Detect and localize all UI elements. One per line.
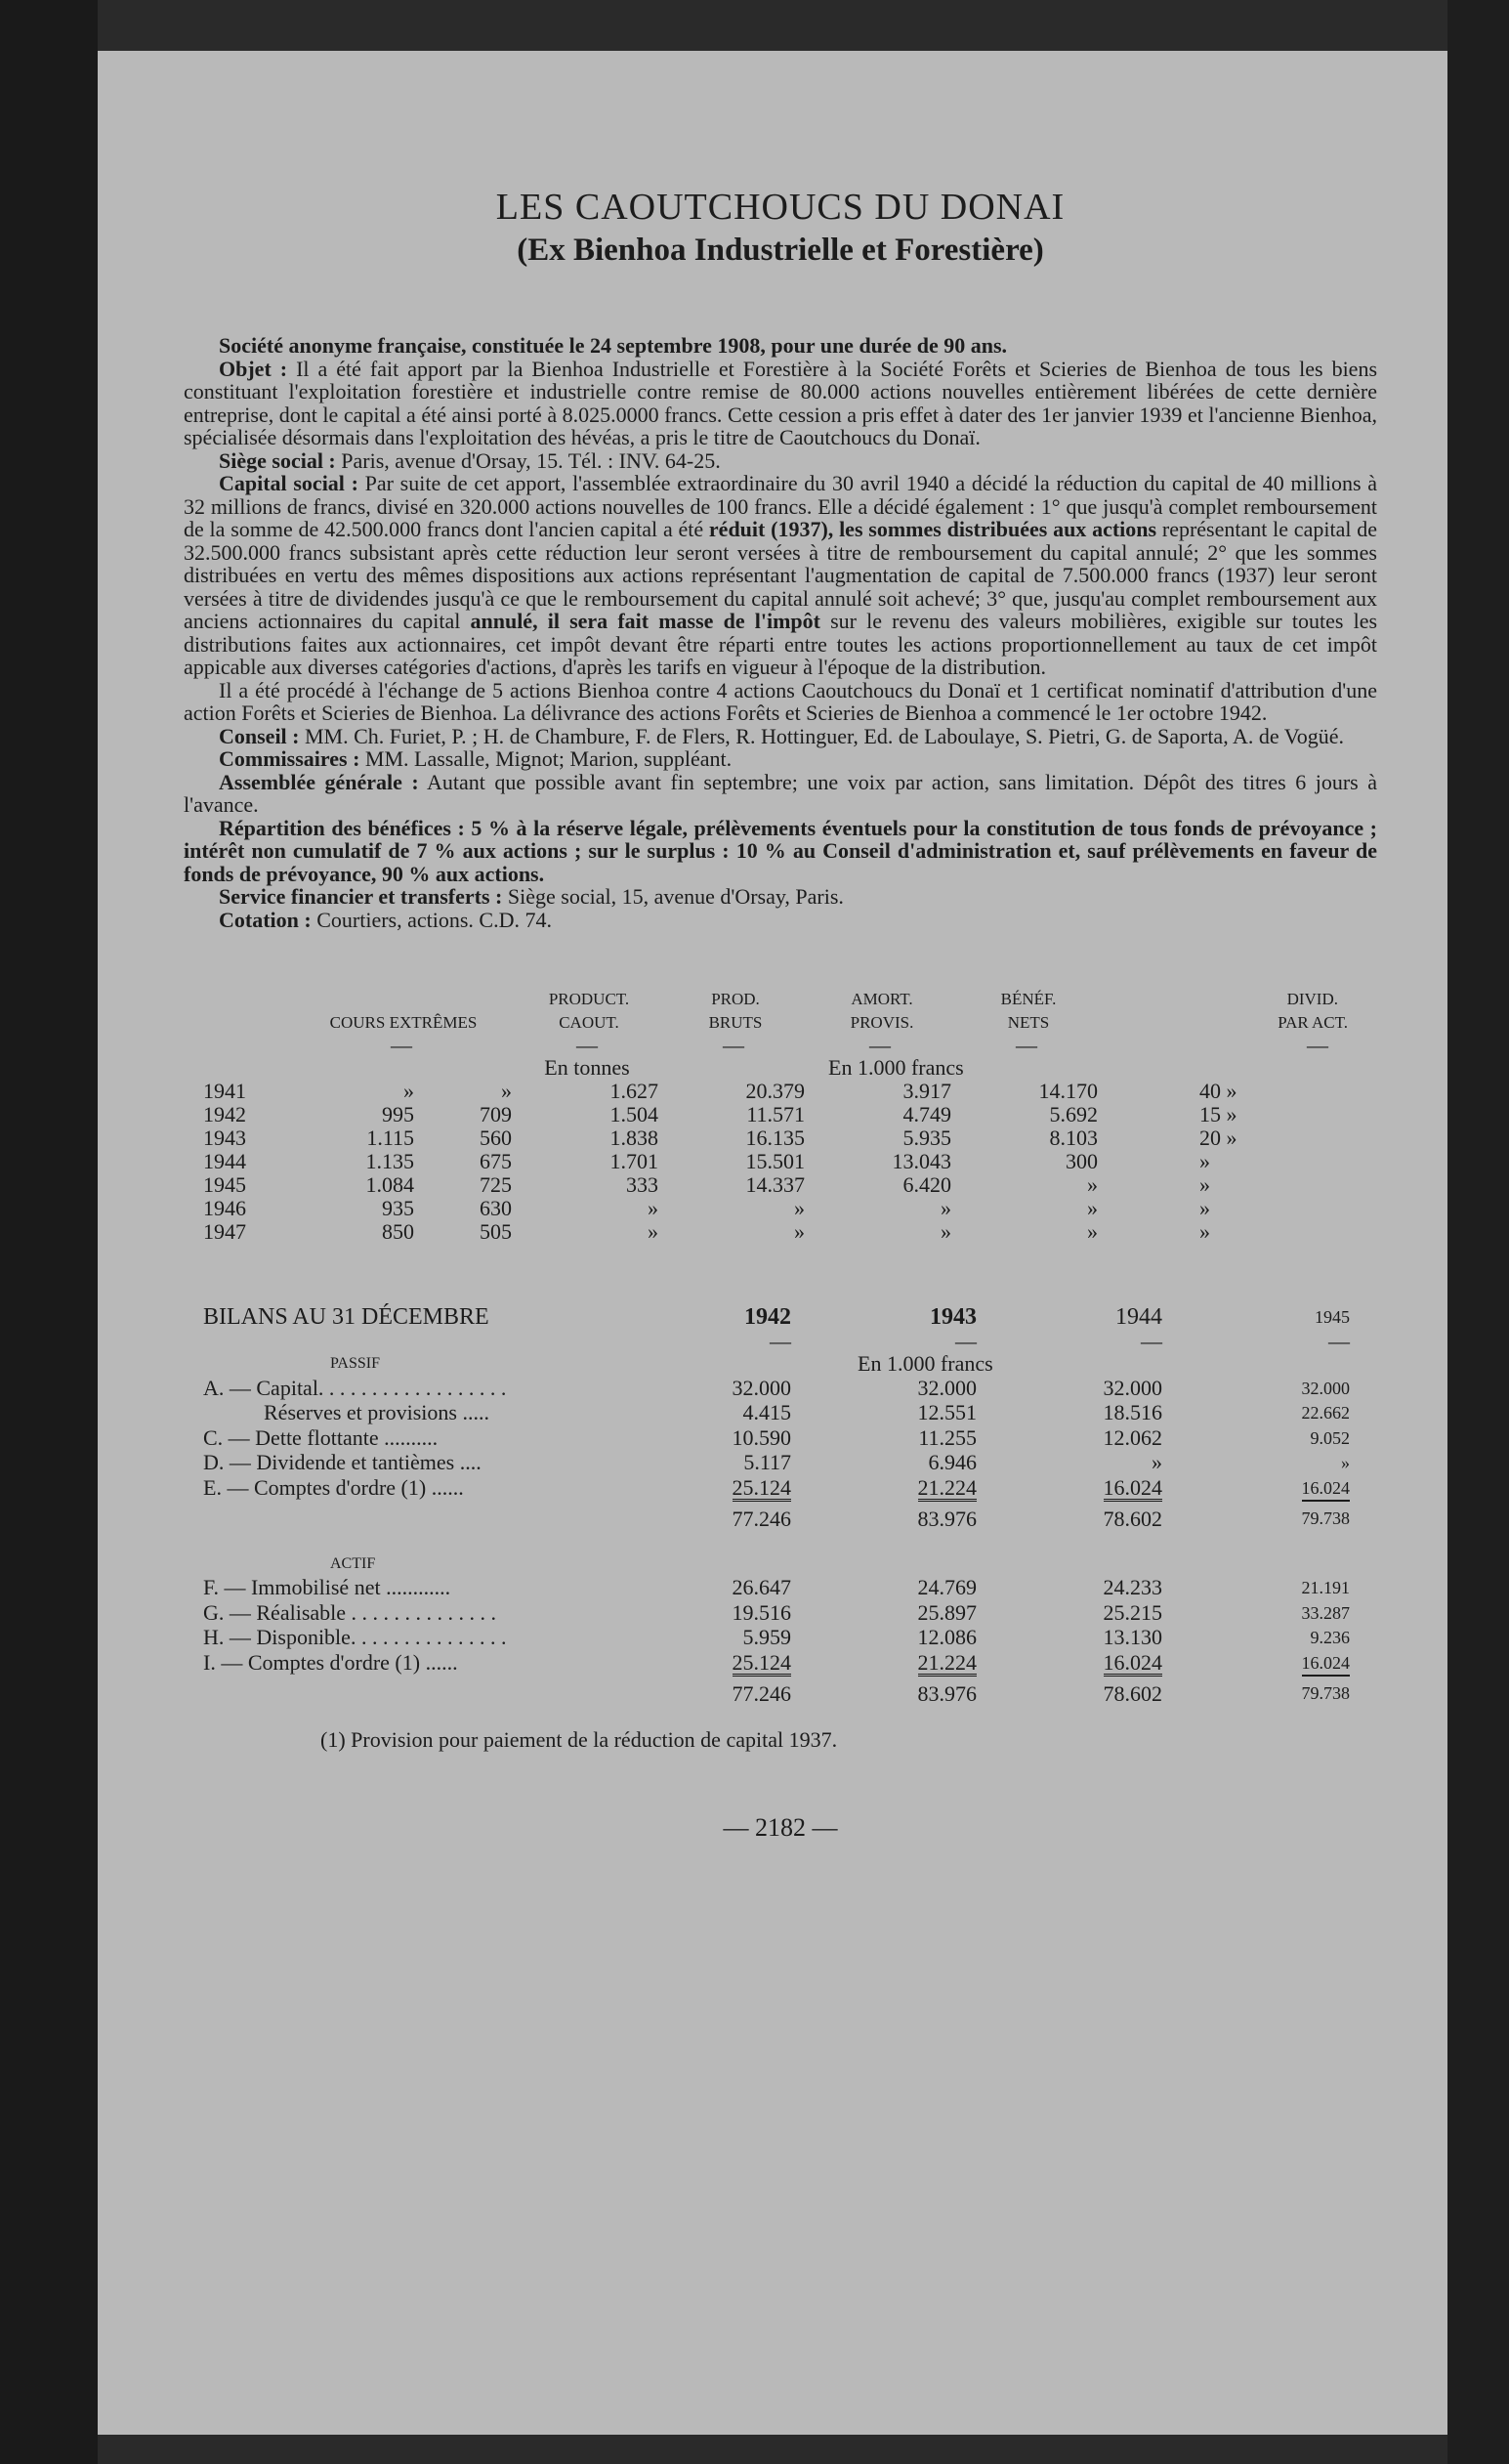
actif-total-row: [184, 1676, 1377, 1706]
capital-label: Capital social :: [219, 471, 358, 495]
production-cell: 3.917: [902, 1079, 951, 1103]
production-cell: 1.115: [366, 1126, 414, 1150]
actif-value: 21.224: [917, 1649, 977, 1675]
production-row: [184, 1150, 1377, 1173]
actif-total-1944: 78.602: [1104, 1676, 1163, 1706]
production-cell: 630: [480, 1196, 512, 1220]
production-header-row-1: [184, 988, 1377, 1011]
passif-value: 32.000: [732, 1375, 791, 1400]
unit-tonnes: En tonnes: [544, 1055, 630, 1080]
commissaires-paragraph: [184, 747, 1377, 771]
production-row: [184, 1126, 1377, 1150]
dash: —: [770, 1328, 791, 1353]
production-cell: 1946: [203, 1196, 246, 1220]
passif-value: »: [1341, 1453, 1350, 1472]
passif-value: 25.124: [732, 1474, 791, 1500]
siege-label: Siège social :: [219, 447, 336, 473]
dash: —: [391, 1033, 412, 1057]
production-row: [184, 1197, 1377, 1220]
production-cell: 1.504: [609, 1102, 658, 1126]
production-cell: 333: [626, 1172, 658, 1197]
cotation-label: Cotation :: [219, 907, 312, 932]
header-par-act: PAR ACT.: [1278, 1013, 1348, 1032]
actif-label: F. — Immobilisé net ............: [203, 1575, 451, 1599]
production-cell: 1.701: [609, 1149, 658, 1173]
objet-paragraph: [184, 358, 1377, 449]
production-cell: 935: [382, 1196, 414, 1220]
passif-total-row: [184, 1501, 1377, 1531]
production-unit-row: [184, 1056, 1377, 1080]
company-description: [184, 334, 1377, 931]
cotation-text: Courtiers, actions. C.D. 74.: [316, 907, 552, 932]
passif-value: 4.415: [742, 1400, 791, 1424]
actif-rows: [184, 1575, 1377, 1676]
header-bruts: BRUTS: [708, 1013, 763, 1032]
actif-value: 24.233: [1103, 1575, 1162, 1599]
actif-value: 5.959: [742, 1625, 791, 1649]
passif-value: 32.000: [1103, 1375, 1162, 1400]
siege-paragraph: [184, 449, 1377, 473]
production-table: [184, 988, 1377, 1244]
production-header-row-2: [184, 1011, 1377, 1035]
production-cell: 505: [480, 1219, 512, 1244]
passif-value: 21.224: [917, 1474, 977, 1500]
capital-text-1: Par suite de cet apport, l'assemblée extraordinaire du 30 avril 1940 a décidé la réduction du capital de 40 millions à 32 millions de francs, divisé en 320.000 actions nouvelles de 100 francs. Elle a décidé également : 1° que jusqu'à complet remboursement de la somme de 42.500.000 francs dont l'ancien capital a été: [184, 471, 1378, 541]
production-row: [184, 1173, 1377, 1197]
production-cell: 709: [480, 1102, 512, 1126]
production-cell: »: [941, 1219, 951, 1244]
bilans-header-row: [184, 1306, 1377, 1330]
year-1942: 1942: [744, 1304, 791, 1330]
actif-value: 19.516: [732, 1599, 791, 1625]
production-rows: [184, 1080, 1377, 1244]
header-cours: COURS EXTRÊMES: [329, 1013, 478, 1032]
production-cell: 1943: [203, 1126, 246, 1150]
production-cell: »: [1087, 1219, 1098, 1244]
siege-text: Paris, avenue d'Orsay, 15. Tél. : INV. 64-25.: [341, 447, 721, 473]
production-cell: »: [648, 1196, 658, 1220]
passif-rows: [184, 1376, 1377, 1502]
year-1943: 1943: [930, 1304, 977, 1330]
production-cell: 1.135: [365, 1149, 414, 1173]
objet-text: Il a été fait apport par la Bienhoa Industrielle et Forestière à la Société Forêts et Scieries de Bienhoa de tous les biens constituant l'exploitation forestière et industrielle contre remise de 80.000 actions nouvelles entièrement libérées de cette dernière entreprise, dont le capital a été ainsi porté à 8.025.0000 francs. Cette cession a pris effet à dater des 1er janvier 1939 et l'ancienne Bienhoa, spécialisée désormais dans l'exploitation des hévéas, a pris le titre de Caoutchoucs du Donaï.: [184, 356, 1378, 449]
passif-value: »: [1152, 1450, 1162, 1474]
assemblee-text: Autant que possible avant fin septembre; une voix par action, sans limitation. Dépôt des titres 6 jours à l'avance.: [184, 769, 1377, 817]
cotation-paragraph: [184, 909, 1377, 932]
production-cell: 850: [382, 1219, 414, 1244]
production-cell: 1945: [203, 1172, 246, 1197]
passif-row: [184, 1475, 1377, 1502]
actif-value: 24.769: [917, 1575, 977, 1599]
header-product: PRODUCT.: [548, 990, 630, 1008]
passif-value: 5.117: [743, 1450, 791, 1474]
actif-value: 26.647: [732, 1575, 791, 1599]
production-cell: 11.571: [746, 1102, 805, 1126]
production-cell: »: [1199, 1219, 1210, 1244]
header-provis: PROVIS.: [850, 1013, 914, 1032]
actif-value: 25.215: [1103, 1599, 1162, 1625]
production-cell: 14.170: [1038, 1079, 1098, 1103]
bilans-table: [184, 1306, 1377, 1706]
production-cell: 1.627: [609, 1079, 658, 1103]
footnote: (1) Provision pour paiement de la réduction de capital 1937.: [320, 1726, 838, 1752]
actif-value: 33.287: [1301, 1602, 1350, 1623]
actif-value: 16.024: [1302, 1652, 1351, 1677]
actif-label: ACTIF: [330, 1554, 376, 1572]
service-paragraph: [184, 885, 1377, 909]
production-cell: 995: [382, 1102, 414, 1126]
actif-value: 13.130: [1103, 1625, 1162, 1649]
production-cell: 1947: [203, 1219, 246, 1244]
dash: —: [869, 1033, 891, 1057]
production-cell: 1941: [203, 1079, 246, 1103]
production-cell: »: [794, 1196, 805, 1220]
header-caout: CAOUT.: [559, 1013, 619, 1032]
actif-value: 16.024: [1103, 1649, 1162, 1675]
actif-value: 21.191: [1301, 1578, 1350, 1597]
dash: —: [1307, 1033, 1328, 1057]
actif-row: [184, 1575, 1377, 1600]
actif-total-1942: 77.246: [733, 1676, 792, 1706]
actif-value: 25.124: [732, 1649, 791, 1675]
capital-text-3: sur le revenu des valeurs mobilières, exigible sur toutes les distributions faites aux actionnaires, cet impôt devant être réparti entre toutes les actions proportionnellement au taux de cet impôt appicable aux diverses catégories d'actions, d'après les tarifs en vigueur à l'époque de la distribution.: [184, 609, 1378, 679]
actif-row: [184, 1600, 1377, 1626]
actif-total-1945: 79.738: [1302, 1676, 1351, 1706]
bilans-passif-row: [184, 1352, 1377, 1376]
assemblee-paragraph: [184, 771, 1377, 817]
dash: —: [955, 1328, 977, 1353]
production-cell: 14.337: [745, 1172, 805, 1197]
page-number: — 2182 —: [723, 1812, 838, 1842]
bilans-unit: En 1.000 francs: [858, 1351, 993, 1376]
actif-value: 12.086: [917, 1625, 977, 1649]
unit-francs: En 1.000 francs: [828, 1055, 964, 1080]
passif-label: E. — Comptes d'ordre (1) ......: [203, 1475, 464, 1500]
capital-bold-2: annulé, il sera fait masse de l'impôt: [470, 609, 820, 633]
production-cell: »: [794, 1219, 805, 1244]
document-title: LES CAOUTCHOUCS DU DONAI: [495, 187, 1066, 228]
capital-text-2: représentant le capital de 32.500.000 francs subsistant après cette réduction leur seront versées à titre de remboursement du capital annulé; 2° que les sommes distribuées en vertu des mêmes dispositions aux actions représentant l'augmentation de capital de 7.500.000 francs (1937) leur seront versées à titre de dividendes jusqu'à ce que le remboursement du capital annulé soit achevé; 3° que, jusqu'au complet remboursement aux anciens actionnaires du capital: [184, 517, 1377, 633]
production-row: [184, 1103, 1377, 1126]
production-cell: »: [501, 1079, 512, 1103]
actif-label: I. — Comptes d'ordre (1) ......: [203, 1650, 458, 1675]
capital-paragraph: [184, 472, 1377, 679]
production-cell: 5.692: [1049, 1102, 1098, 1126]
passif-value: 18.516: [1103, 1400, 1162, 1424]
passif-value: 32.000: [917, 1375, 977, 1400]
production-cell: »: [648, 1219, 658, 1244]
right-scan-edge: [1447, 0, 1509, 2464]
bilans-actif-row: [184, 1531, 1377, 1576]
passif-value: 10.590: [732, 1424, 791, 1450]
production-cell: 1942: [203, 1102, 246, 1126]
production-cell: 560: [480, 1126, 512, 1150]
capital-bold-1: réduit (1937), les sommes distribuées aux actions: [708, 517, 1157, 541]
production-cell: 1.838: [609, 1126, 658, 1150]
actif-value: 25.897: [917, 1599, 977, 1625]
repartition-label: Répartition des bénéfices :: [219, 815, 465, 840]
production-cell: 1.084: [365, 1172, 414, 1197]
repartition-text: 5 % à la réserve légale, prélèvements éventuels pour la constitution de tous fonds de prévoyance ; intérêt non cumulatif de 7 % aux actions ; sur le surplus : 10 % au Conseil d'administration et, sauf prélèvements en faveur de fonds de prévoyance, 90 % aux actions.: [184, 815, 1377, 886]
production-cell: 15.501: [745, 1149, 805, 1173]
passif-label: D. — Dividende et tantièmes ....: [203, 1450, 482, 1474]
production-cell: »: [1199, 1196, 1210, 1220]
actif-label: H. — Disponible. . . . . . . . . . . . . . .: [203, 1625, 507, 1649]
echange-paragraph: Il a été procédé à l'échange de 5 actions Bienhoa contre 4 actions Caoutchoucs du Donaï et 1 certificat nominatif d'attribution d'une action Forêts et Scieries de Bienhoa. La délivrance des actions Forêts et Scieries de Bienhoa a commencé le 1er octobre 1942.: [184, 677, 1377, 725]
passif-row: [184, 1425, 1377, 1451]
dash: —: [1141, 1328, 1162, 1353]
production-cell: 40 »: [1199, 1079, 1237, 1103]
production-cell: 4.749: [902, 1102, 951, 1126]
production-cell: 5.935: [902, 1126, 951, 1150]
document-subtitle: (Ex Bienhoa Industrielle et Forestière): [517, 233, 1044, 268]
actif-row: [184, 1650, 1377, 1677]
passif-label: A. — Capital. . . . . . . . . . . . . . . . . .: [203, 1375, 507, 1400]
production-row: [184, 1080, 1377, 1103]
production-cell: »: [1087, 1172, 1098, 1197]
production-cell: 300: [1066, 1149, 1098, 1173]
passif-row: [184, 1450, 1377, 1475]
passif-total-1943: 83.976: [918, 1501, 978, 1531]
header-amort: AMORT.: [851, 990, 913, 1008]
passif-value: 16.024: [1302, 1477, 1351, 1502]
dash: —: [1016, 1033, 1037, 1057]
passif-label: Réserves et provisions .....: [264, 1400, 489, 1424]
conseil-text: MM. Ch. Furiet, P. ; H. de Chambure, F. de Flers, R. Hottinguer, Ed. de Laboulaye, S. Pietri, G. de Saporta, A. de Vogüé.: [305, 723, 1345, 748]
dash: —: [576, 1033, 598, 1057]
header-divid: DIVID.: [1286, 990, 1338, 1008]
passif-row: [184, 1400, 1377, 1425]
production-row: [184, 1220, 1377, 1244]
passif-total-1942: 77.246: [733, 1501, 792, 1531]
bilans-title: BILANS AU 31 DÉCEMBRE: [203, 1304, 489, 1330]
year-1944: 1944: [1115, 1304, 1162, 1330]
actif-value: 9.236: [1310, 1628, 1350, 1647]
passif-value: 16.024: [1103, 1474, 1162, 1500]
passif-value: 9.052: [1310, 1427, 1350, 1448]
passif-total-1945: 79.738: [1302, 1501, 1351, 1531]
dash: —: [723, 1033, 744, 1057]
production-cell: 13.043: [892, 1149, 951, 1173]
service-text: Siège social, 15, avenue d'Orsay, Paris.: [507, 884, 844, 909]
production-cell: 16.135: [745, 1126, 805, 1150]
production-cell: »: [1087, 1196, 1098, 1220]
production-cell: 725: [480, 1172, 512, 1197]
production-dash-row: [184, 1035, 1377, 1056]
production-cell: »: [1199, 1172, 1210, 1197]
passif-value: 12.062: [1103, 1424, 1162, 1450]
dash: —: [1328, 1328, 1350, 1353]
commissaires-label: Commissaires :: [219, 746, 360, 771]
passif-label: C. — Dette flottante ..........: [203, 1424, 439, 1450]
bilans-dash-row: [184, 1330, 1377, 1353]
repartition-paragraph: [184, 817, 1377, 886]
intro-paragraph: Société anonyme française, constituée le 24 septembre 1908, pour une durée de 90 ans.: [219, 333, 1008, 358]
production-cell: 1944: [203, 1149, 246, 1173]
passif-total-1944: 78.602: [1104, 1501, 1163, 1531]
production-cell: 15 »: [1199, 1102, 1237, 1126]
header-benef: BÉNÉF.: [1000, 990, 1057, 1008]
production-cell: 675: [480, 1149, 512, 1173]
passif-row: [184, 1376, 1377, 1401]
passif-value: 32.000: [1301, 1378, 1350, 1398]
objet-label: Objet :: [219, 356, 288, 381]
commissaires-text: MM. Lassalle, Mignot; Marion, suppléant.: [364, 746, 733, 771]
production-cell: »: [1199, 1149, 1210, 1173]
production-cell: 8.103: [1049, 1126, 1098, 1150]
production-cell: »: [403, 1079, 414, 1103]
left-scan-edge: [0, 0, 98, 2464]
assemblee-label: Assemblée générale :: [219, 769, 419, 794]
actif-label: G. — Réalisable . . . . . . . . . . . . . .: [203, 1599, 497, 1625]
service-label: Service financier et transferts :: [219, 884, 503, 909]
header-nets: NETS: [1007, 1013, 1050, 1032]
conseil-paragraph: [184, 725, 1377, 748]
production-cell: 20 »: [1199, 1126, 1237, 1150]
year-1945: 1945: [1315, 1307, 1350, 1327]
passif-value: 6.946: [928, 1450, 977, 1474]
conseil-label: Conseil :: [219, 723, 300, 748]
actif-total-1943: 83.976: [918, 1676, 978, 1706]
production-cell: »: [941, 1196, 951, 1220]
passif-value: 11.255: [918, 1424, 977, 1450]
actif-row: [184, 1625, 1377, 1650]
passif-label: PASSIF: [330, 1355, 381, 1372]
page-content: [184, 186, 1377, 1843]
production-cell: 6.420: [902, 1172, 951, 1197]
passif-value: 22.662: [1301, 1403, 1350, 1423]
header-prod: PROD.: [711, 990, 760, 1008]
passif-value: 12.551: [917, 1400, 977, 1424]
production-cell: 20.379: [745, 1079, 805, 1103]
